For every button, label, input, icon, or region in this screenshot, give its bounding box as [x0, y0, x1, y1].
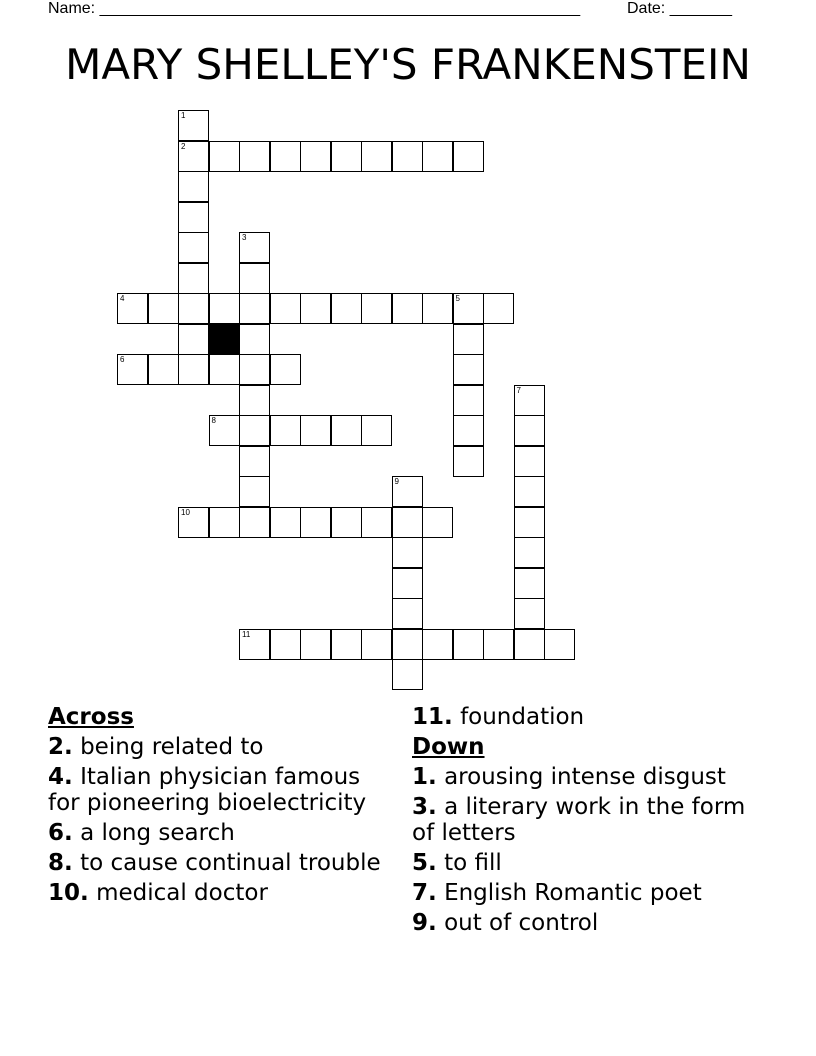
crossword-cell[interactable]	[514, 385, 545, 416]
across-clue: 8. to cause continual trouble	[48, 850, 381, 876]
crossword-cell[interactable]	[331, 141, 362, 172]
crossword-cell[interactable]	[239, 293, 270, 324]
crossword-cell[interactable]	[453, 324, 484, 355]
clue-number-label: 7	[516, 385, 521, 395]
clue-number-label: 1	[181, 111, 186, 120]
crossword-cell[interactable]	[331, 415, 362, 446]
crossword-cell[interactable]	[422, 141, 453, 172]
crossword-cell[interactable]	[392, 141, 423, 172]
crossword-cell[interactable]	[514, 446, 545, 477]
crossword-cell[interactable]	[514, 507, 545, 538]
clue-number-label: 11	[242, 629, 251, 639]
crossword-cell[interactable]	[422, 293, 453, 324]
crossword-cell[interactable]	[239, 446, 270, 477]
down-clues	[412, 704, 752, 936]
clue-number-label: 9	[394, 477, 399, 486]
crossword-cell[interactable]	[239, 354, 270, 385]
clue-number-label: 8	[211, 416, 216, 425]
crossword-cell[interactable]	[361, 507, 392, 538]
down-heading: Down	[412, 734, 485, 760]
crossword-cell[interactable]	[270, 354, 301, 385]
clue-number-label: 6	[120, 355, 125, 364]
clue-number-label: 10	[181, 507, 190, 517]
crossword-cell[interactable]	[514, 568, 545, 599]
across-clue: 6. a long search	[48, 820, 235, 846]
crossword-cell[interactable]	[300, 141, 331, 172]
crossword-cell[interactable]	[209, 354, 240, 385]
crossword-cell[interactable]	[239, 507, 270, 538]
crossword-cell[interactable]	[209, 293, 240, 324]
across-clues	[48, 704, 398, 906]
crossword-cell[interactable]	[453, 385, 484, 416]
crossword-cell[interactable]	[209, 141, 240, 172]
crossword-cell[interactable]	[300, 629, 331, 660]
crossword-cell[interactable]	[331, 629, 362, 660]
crossword-cell[interactable]	[270, 293, 301, 324]
crossword-cell[interactable]	[239, 141, 270, 172]
page-title: MARY SHELLEY'S FRANKENSTEIN	[65, 40, 751, 89]
crossword-cell[interactable]	[148, 354, 179, 385]
crossword-cell[interactable]	[331, 293, 362, 324]
crossword-cell[interactable]	[239, 232, 270, 263]
crossword-cell[interactable]	[544, 629, 575, 660]
crossword-cell[interactable]	[361, 629, 392, 660]
crossword-cell[interactable]	[422, 629, 453, 660]
crossword-cell[interactable]	[178, 263, 209, 294]
crossword-cell[interactable]	[453, 415, 484, 446]
crossword-cell[interactable]	[300, 415, 331, 446]
crossword-cell[interactable]	[483, 629, 514, 660]
crossword-cell[interactable]	[392, 293, 423, 324]
crossword-cell[interactable]	[392, 507, 423, 538]
across-clue: 4. Italian physician famous for pioneering bioelectricity	[48, 764, 367, 816]
crossword-cell[interactable]	[239, 324, 270, 355]
crossword-black-cell	[209, 324, 240, 355]
crossword-cell[interactable]	[178, 324, 209, 355]
crossword-cell[interactable]	[270, 415, 301, 446]
crossword-cell[interactable]	[239, 263, 270, 294]
crossword-cell[interactable]	[422, 507, 453, 538]
crossword-cell[interactable]	[361, 293, 392, 324]
crossword-cell[interactable]	[178, 507, 209, 538]
crossword-cell[interactable]	[361, 141, 392, 172]
crossword-cell[interactable]	[270, 629, 301, 660]
crossword-cell[interactable]	[453, 293, 484, 324]
crossword-cell[interactable]	[300, 293, 331, 324]
crossword-cell[interactable]	[514, 598, 545, 629]
crossword-cell[interactable]	[178, 110, 209, 141]
crossword-cell[interactable]	[453, 446, 484, 477]
crossword-cell[interactable]	[148, 293, 179, 324]
down-clue: 1. arousing intense disgust	[412, 764, 726, 790]
clue-number-label: 5	[455, 294, 460, 303]
across-clue: 2. being related to	[48, 734, 264, 760]
crossword-cell[interactable]	[270, 507, 301, 538]
across-heading: Across	[48, 704, 134, 730]
crossword-cell[interactable]	[178, 354, 209, 385]
crossword-cell[interactable]	[178, 171, 209, 202]
crossword-cell[interactable]	[117, 293, 148, 324]
crossword-cell[interactable]	[483, 293, 514, 324]
across-clue: 11. foundation	[412, 704, 585, 730]
clue-number-label: 3	[242, 233, 247, 242]
crossword-cell[interactable]	[453, 629, 484, 660]
crossword-cell[interactable]	[514, 476, 545, 507]
crossword-cell[interactable]	[117, 354, 148, 385]
crossword-cell[interactable]	[239, 385, 270, 416]
down-clue: 5. to fill	[412, 850, 502, 876]
crossword-cell[interactable]	[392, 537, 423, 568]
crossword-cell[interactable]	[178, 293, 209, 324]
crossword-cell[interactable]	[300, 507, 331, 538]
crossword-cell[interactable]	[361, 415, 392, 446]
crossword-cell[interactable]	[392, 598, 423, 629]
crossword-cell[interactable]	[453, 141, 484, 172]
crossword-cell[interactable]	[209, 507, 240, 538]
clue-number-label: 4	[120, 294, 125, 303]
crossword-cell[interactable]	[178, 202, 209, 233]
crossword-cell[interactable]	[514, 415, 545, 446]
crossword-cell[interactable]	[514, 629, 545, 660]
down-clue: 9. out of control	[412, 910, 599, 936]
crossword-cell[interactable]	[392, 476, 423, 507]
down-clue: 7. English Romantic poet	[412, 880, 702, 906]
date-field-line: Date: _______	[627, 0, 732, 17]
crossword-cell[interactable]	[239, 415, 270, 446]
crossword-cell[interactable]	[453, 354, 484, 385]
crossword-cell[interactable]	[331, 507, 362, 538]
crossword-cell[interactable]	[392, 629, 423, 660]
crossword-cell[interactable]	[209, 415, 240, 446]
down-clue: 3. a literary work in the form of letters	[412, 794, 746, 846]
crossword-cell[interactable]	[392, 568, 423, 599]
crossword-cell[interactable]	[392, 659, 423, 690]
crossword-cell[interactable]	[514, 537, 545, 568]
crossword-cell[interactable]	[178, 232, 209, 263]
name-field-line: Name: ______________________________________________________	[48, 0, 581, 17]
crossword-cell[interactable]	[239, 476, 270, 507]
crossword-cell[interactable]	[270, 141, 301, 172]
clue-number-label: 2	[181, 141, 186, 151]
crossword-cell[interactable]	[239, 629, 270, 660]
across-clue: 10. medical doctor	[48, 880, 268, 906]
crossword-cell[interactable]	[178, 141, 209, 172]
